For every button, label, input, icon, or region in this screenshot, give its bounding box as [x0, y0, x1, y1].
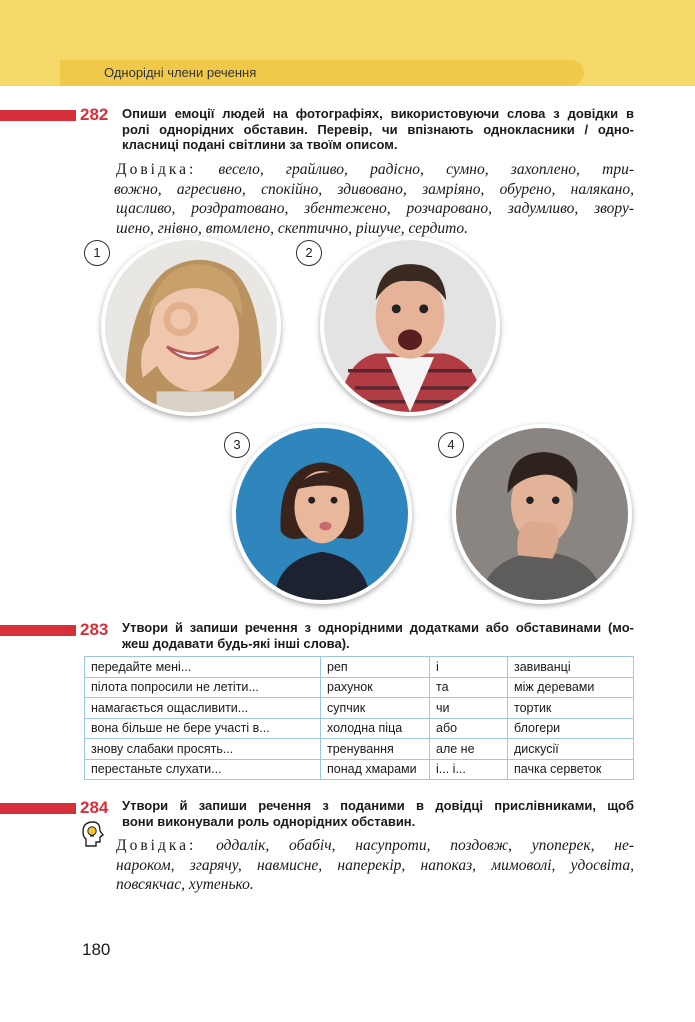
table-cell: рахунок: [321, 677, 430, 698]
idea-head-icon: [80, 820, 106, 848]
photo-1-laughing-woman: [101, 236, 281, 416]
table-cell: передайте мені...: [85, 657, 321, 678]
exercise-282-dovidka: Довідка: весело, грайливо, радісно, сумно, захоплено, три- вожно, агресивно, спокійно, здивовано, замріяно, обурено, налякано, щасливо, роздратовано, збентежено, розчаровано, задумливо, звору- шено, гнівно, втомлено, скептично, рішуче, сердито.: [114, 161, 635, 237]
exercise-282-task: Опиши емоції людей на фотографіях, використовуючи слова з довідки в ролі однорідних обставин. Перевір, чи впізнають однокласники / одно- класниці подані світлини за твоїм описом.: [122, 106, 634, 152]
exercise-283-marker: [0, 625, 76, 636]
section-title: Однорідні члени речення: [104, 65, 257, 80]
exercise-284-dovidka: Довідка: оддалік, обабіч, насупроти, поздовж, упоперек, не- нароком, згарячу, навмисне, наперекір, напоказ, мимоволі, удосвіта, повсякчас, хутенько.: [116, 837, 635, 893]
table-row: [85, 718, 634, 739]
table-cell: і: [430, 657, 508, 678]
table-cell: завиванці: [508, 657, 634, 678]
table-cell: і... і...: [430, 759, 508, 780]
page-number: 180: [82, 940, 111, 959]
dovidka-label: Довідка:: [116, 161, 197, 178]
table-cell: між деревами: [508, 677, 634, 698]
table-row: [85, 759, 634, 780]
table-cell: знову слабаки просять...: [85, 739, 321, 760]
table-cell: тортик: [508, 698, 634, 719]
table-cell: чи: [430, 698, 508, 719]
table-cell: або: [430, 718, 508, 739]
exercise-284-task: Утвори й запиши речення з поданими в довідці прислівниками, щоб вони виконували роль однорідних обставин.: [122, 798, 634, 829]
table-cell: реп: [321, 657, 430, 678]
dovidka-label: Довідка:: [116, 837, 197, 854]
table-cell: тренування: [321, 739, 430, 760]
photo-1-number: 1: [84, 240, 110, 266]
table-cell: дискусії: [508, 739, 634, 760]
exercise-283-task: Утвори й запиши речення з однорідними додатками або обставинами (мо- жеш додавати будь-які інші слова).: [122, 620, 634, 651]
table-cell: супчик: [321, 698, 430, 719]
photo-3-number: 3: [224, 432, 250, 458]
table-cell: перестаньте слухати...: [85, 759, 321, 780]
words-table: [84, 656, 634, 780]
table-cell: пілота попросили не летіти...: [85, 677, 321, 698]
photo-2-screaming-man: [320, 236, 500, 416]
table-cell: намагається ощасливити...: [85, 698, 321, 719]
photo-2-number: 2: [296, 240, 322, 266]
photo-4-nervous-man: [452, 424, 632, 604]
table-cell: блогери: [508, 718, 634, 739]
table-cell: понад хмарами: [321, 759, 430, 780]
table-cell: холодна піца: [321, 718, 430, 739]
table-cell: та: [430, 677, 508, 698]
table-row: [85, 657, 634, 678]
exercise-284-marker: [0, 803, 76, 814]
exercise-282-marker: [0, 110, 76, 121]
table-cell: але не: [430, 739, 508, 760]
table-row: [85, 698, 634, 719]
exercise-284-number: 284: [80, 798, 109, 817]
exercise-283-number: 283: [80, 620, 109, 639]
photo-3-thinking-woman: [232, 424, 412, 604]
table-row: [85, 739, 634, 760]
table-cell: пачка серветок: [508, 759, 634, 780]
table-row: [85, 677, 634, 698]
table-cell: вона більше не бере участі в...: [85, 718, 321, 739]
exercise-282-number: 282: [80, 105, 109, 124]
photo-4-number: 4: [438, 432, 464, 458]
